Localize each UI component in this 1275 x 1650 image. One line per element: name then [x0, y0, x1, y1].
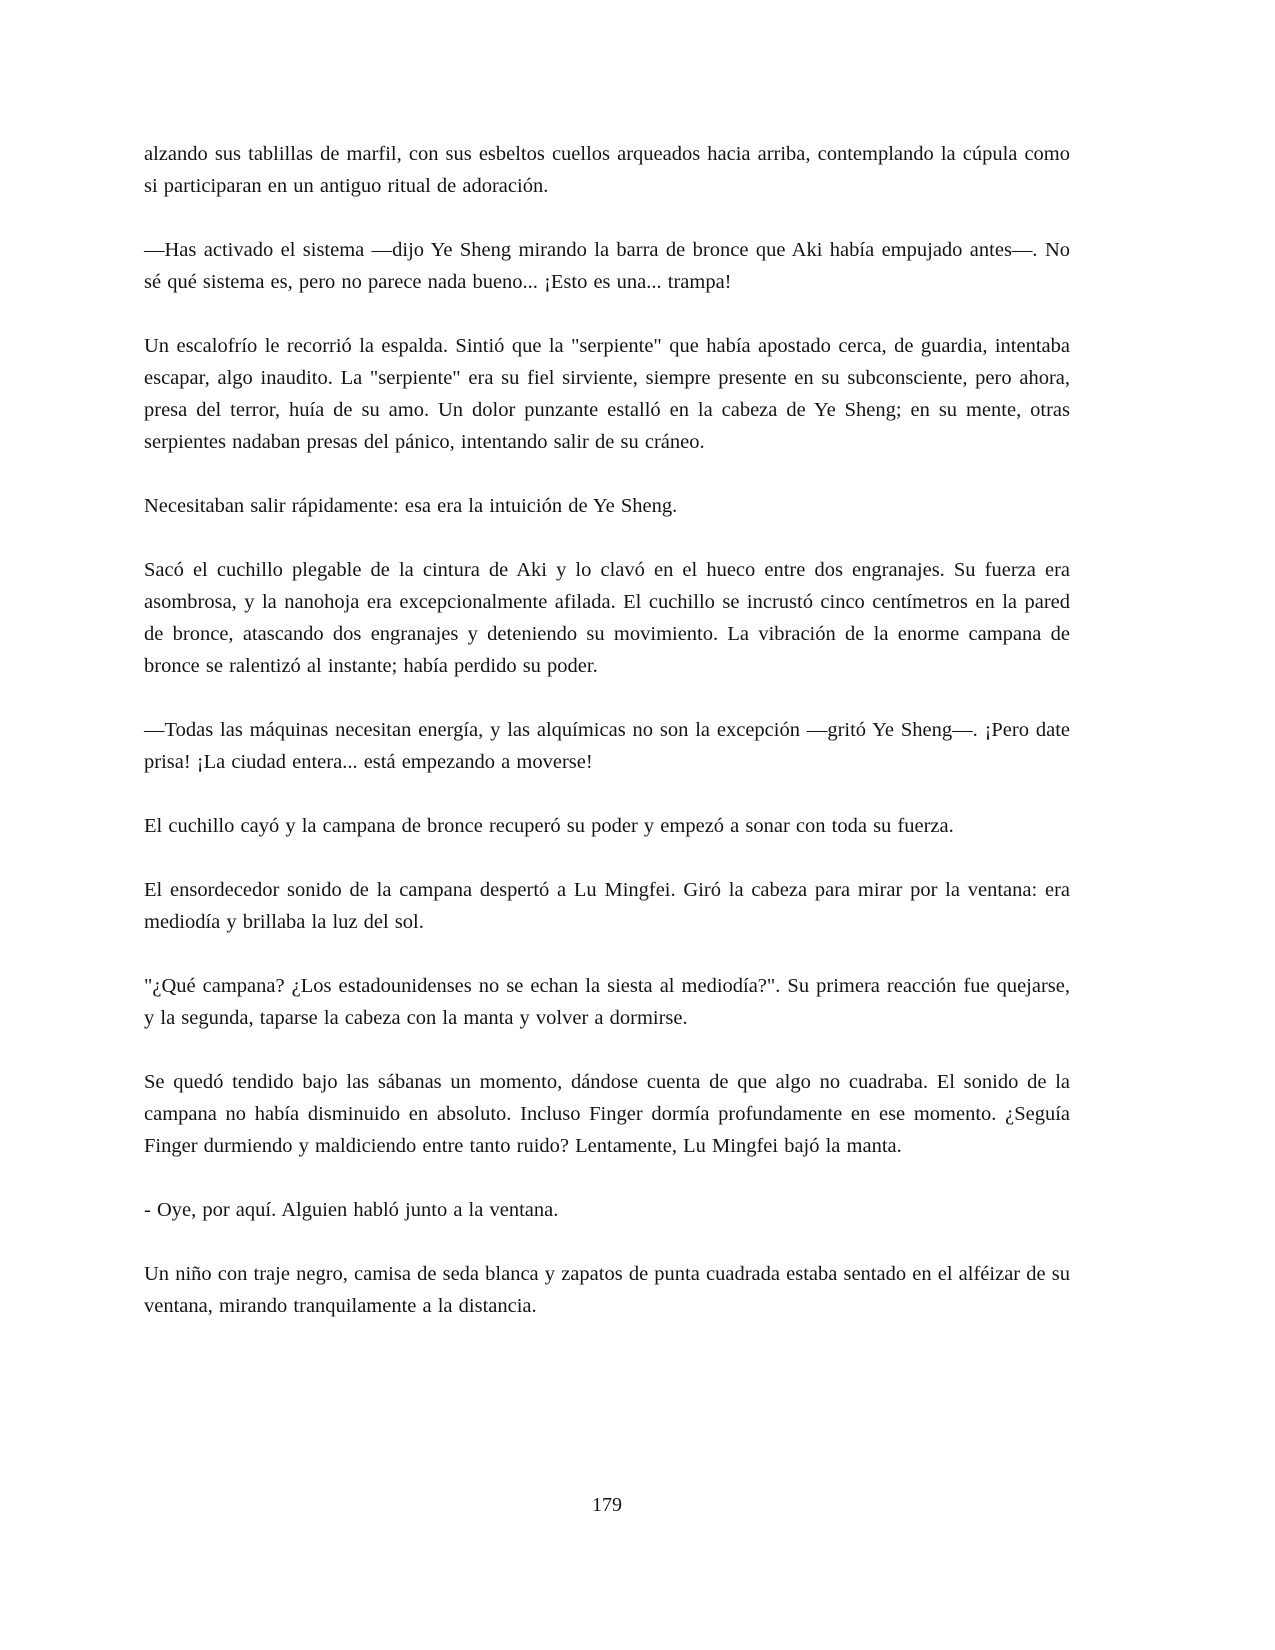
- paragraph: - Oye, por aquí. Alguien habló junto a la ventana.: [144, 1199, 559, 1221]
- paragraph: Un escalofrío le recorrió la espalda. Sintió que la "serpiente" que había apostado cerca, de guardia, intentaba escapar, algo inaudito. La "serpiente" era su fiel sirviente, siempre presente en su subconsciente, pero ahora, presa del terror, huía de su amo. Un dolor punzante estalló en la cabeza de Ye Sheng; en su mente, otras serpientes nadaban presas del pánico, intentando salir de su cráneo.: [144, 335, 1070, 453]
- paragraph: "¿Qué campana? ¿Los estadounidenses no se echan la siesta al mediodía?". Su primera reacción fue quejarse, y la segunda, taparse la cabeza con la manta y volver a dormirse.: [144, 975, 1070, 1029]
- paragraph: Se quedó tendido bajo las sábanas un momento, dándose cuenta de que algo no cuadraba. El sonido de la campana no había disminuido en absoluto. Incluso Finger dormía profundamente en ese momento. ¿Seguía Finger durmiendo y maldiciendo entre tanto ruido? Lentamente, Lu Mingfei bajó la manta.: [144, 1071, 1070, 1157]
- paragraph: El ensordecedor sonido de la campana despertó a Lu Mingfei. Giró la cabeza para mirar por la ventana: era mediodía y brillaba la luz del sol.: [144, 879, 1070, 933]
- paragraph: —Todas las máquinas necesitan energía, y las alquímicas no son la excepción —gritó Ye Sheng—. ¡Pero date prisa! ¡La ciudad entera... está empezando a moverse!: [144, 719, 1070, 773]
- paragraph: —Has activado el sistema —dijo Ye Sheng mirando la barra de bronce que Aki había empujado antes—. No sé qué sistema es, pero no parece nada bueno... ¡Esto es una... trampa!: [144, 239, 1070, 293]
- paragraph: Necesitaban salir rápidamente: esa era la intuición de Ye Sheng.: [144, 495, 678, 517]
- paragraph: Un niño con traje negro, camisa de seda blanca y zapatos de punta cuadrada estaba sentado en el alféizar de su ventana, mirando tranquilamente a la distancia.: [144, 1263, 1070, 1317]
- paragraph: El cuchillo cayó y la campana de bronce recuperó su poder y empezó a sonar con toda su fuerza.: [144, 815, 954, 837]
- paragraph: alzando sus tablillas de marfil, con sus esbeltos cuellos arqueados hacia arriba, contemplando la cúpula como si participaran en un antiguo ritual de adoración.: [144, 143, 1070, 197]
- page-number: 179: [592, 1494, 622, 1516]
- paragraph: Sacó el cuchillo plegable de la cintura de Aki y lo clavó en el hueco entre dos engranajes. Su fuerza era asombrosa, y la nanohoja era excepcionalmente afilada. El cuchillo se incrustó cinco centímetros en la pared de bronce, atascando dos engranajes y deteniendo su movimiento. La vibración de la enorme campana de bronce se ralentizó al instante; había perdido su poder.: [144, 559, 1070, 677]
- text-block: [144, 138, 1070, 1354]
